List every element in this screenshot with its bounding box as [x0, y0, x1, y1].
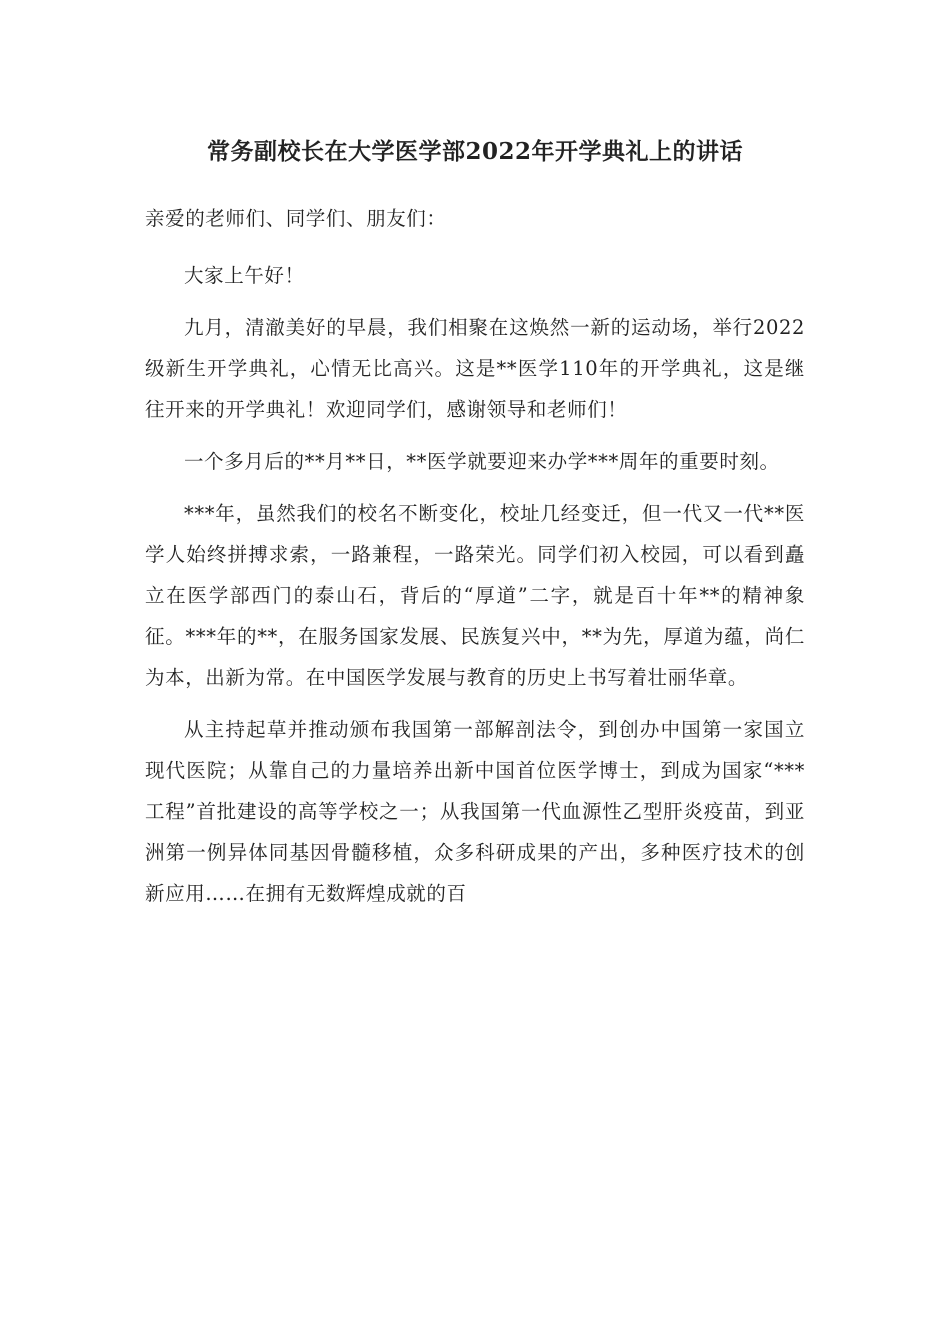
salutation: 亲爱的老师们、同学们、朋友们：	[145, 207, 447, 230]
paragraph-greeting: 大家上午好！	[184, 264, 305, 287]
document-title: 常务副校长在大学医学部2022年开学典礼上的讲话	[206, 138, 743, 165]
paragraph-achievements: 从主持起草并推动颁布我国第一部解剖法令，到创办中国第一家国立现代医院；从靠自己的力量培养出新中国首位医学博士，到成为国家“***工程”首批建设的高等学校之一；从我国第一代血源性乙型肝炎疫苗，到亚洲第一例异体同基因骨髓移植，众多科研成果的产出，多种医疗技术的创新应用……在拥有无数辉煌成就的百	[145, 718, 805, 905]
document-page	[145, 128, 805, 925]
paragraph-anniversary: 一个多月后的**月**日，**医学就要迎来办学***周年的重要时刻。	[184, 450, 780, 473]
paragraph-history: ***年，虽然我们的校名不断变化，校址几经变迁，但一代又一代**医学人始终拼搏求索，一路兼程，一路荣光。同学们初入校园，可以看到矗立在医学部西门的泰山石，背后的“厚道”二字，就是百十年**的精神象征。***年的**，在服务国家发展、民族复兴中，**为先，厚道为蕴，尚仁为本，出新为常。在中国医学发展与教育的历史上书写着壮丽华章。	[145, 502, 805, 689]
paragraph-opening: 九月，清澈美好的早晨，我们相聚在这焕然一新的运动场，举行2022级新生开学典礼，心情无比高兴。这是**医学110年的开学典礼，这是继往开来的开学典礼！欢迎同学们，感谢领导和老师们！	[145, 316, 805, 421]
